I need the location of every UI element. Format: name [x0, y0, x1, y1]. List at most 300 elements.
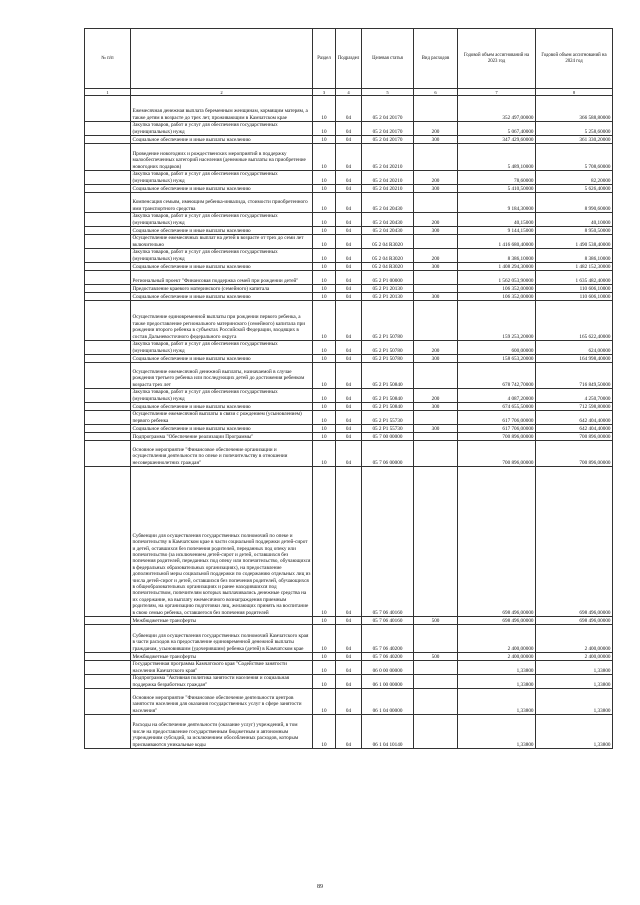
target-article-cell: 05 2 P1 55730 — [362, 411, 414, 425]
table-row — [85, 227, 613, 235]
header-2024: Годовой объем ассигнований на 2024 год — [536, 29, 613, 89]
podrazdel-cell: 04 — [336, 467, 362, 617]
table-row — [85, 285, 613, 293]
item-name: Социальное обеспечение и иные выплаты населению — [131, 403, 313, 411]
num-cell — [85, 661, 131, 675]
podrazdel-cell: 04 — [336, 625, 362, 653]
razdel-cell: 10 — [313, 675, 336, 689]
target-article-cell: 05 2 04 R3020 — [362, 263, 414, 271]
table-row — [85, 301, 613, 341]
col-index: 6 — [414, 89, 458, 96]
table-row — [85, 433, 613, 441]
table-row — [85, 625, 613, 653]
podrazdel-cell: 04 — [336, 653, 362, 661]
expense-type-cell — [414, 661, 458, 675]
num-cell — [85, 341, 131, 355]
table-header-row — [85, 29, 613, 89]
col-index: 4 — [336, 89, 362, 96]
amount-2023-cell: 106 352,00000 — [458, 285, 536, 293]
amount-2023-cell: 674 655,50000 — [458, 403, 536, 411]
expense-type-cell: 500 — [414, 617, 458, 625]
podrazdel-cell: 04 — [336, 425, 362, 433]
razdel-cell: 10 — [313, 625, 336, 653]
num-cell — [85, 263, 131, 271]
expense-type-cell — [414, 715, 458, 749]
amount-2024-cell: 698 496,00000 — [536, 467, 613, 617]
amount-2023-cell: 106 352,00000 — [458, 293, 536, 301]
item-name: Закупка товаров, работ и услуг для обеспечения государственных (муниципальных) нужд — [131, 122, 313, 136]
table-row — [85, 249, 613, 263]
podrazdel-cell: 04 — [336, 144, 362, 171]
item-name: Предоставление краевого материнского (семейного) капитала — [131, 285, 313, 293]
amount-2023-cell: 1,33800 — [458, 715, 536, 749]
podrazdel-cell: 04 — [336, 403, 362, 411]
amount-2024-cell: 5 626,40000 — [536, 185, 613, 193]
expense-type-cell: 200 — [414, 122, 458, 136]
amount-2024-cell: 5 258,60000 — [536, 122, 613, 136]
table-row — [85, 171, 613, 185]
amount-2023-cell: 158 653,20000 — [458, 355, 536, 363]
column-index-row — [85, 89, 613, 96]
amount-2023-cell: 2 400,00000 — [458, 625, 536, 653]
amount-2024-cell: 40,10000 — [536, 213, 613, 227]
razdel-cell: 10 — [313, 96, 336, 122]
razdel-cell: 10 — [313, 249, 336, 263]
item-name: Межбюджетные трансферты — [131, 617, 313, 625]
podrazdel-cell: 04 — [336, 441, 362, 467]
table-row — [85, 341, 613, 355]
podrazdel-cell: 04 — [336, 122, 362, 136]
amount-2024-cell: 1,33800 — [536, 661, 613, 675]
target-article-cell: 06 1 00 00000 — [362, 675, 414, 689]
target-article-cell: 06 0 00 00000 — [362, 661, 414, 675]
amount-2024-cell: 712 598,80000 — [536, 403, 613, 411]
item-name: Осуществление единовременной выплаты при рождении первого ребенка, а также предоставление регионального материнского (семейного) капитала при рождении второго ребенка в субъектах Российской Федерации, входящих в состав Дальневосточного федерального округа — [131, 301, 313, 341]
header-vid: Вид расходов — [414, 29, 458, 89]
table-row — [85, 675, 613, 689]
col-index: 7 — [458, 89, 536, 96]
item-name: Субвенции для осуществления государственных полномочий по опеке и попечительству в Камчатском крае в части социальной поддержки детей-сирот и детей, оставшихся без попечения родителей, переданных под опеку или попечительство (за исключением детей-сирот и детей, оставшихся без попечения родителей, переданных под опеку или попечительство, обучающихся в федеральных образовательных организациях), на предоставление дополнительной меры социальной поддержки по содержанию отдельных лиц из числа детей-сирот и детей, оставшихся без попечения родителей, обучающихся в общеобразовательных организациях и ранее находившихся под попечительством, попечителям которых выплачивались денежные средства на их содержание, на выплату ежемесячного вознаграждения приемным родителям, на организацию подготовки лиц, желающих принять на воспитание в свою семью ребенка, оставшегося без попечения родителей — [131, 467, 313, 617]
razdel-cell: 10 — [313, 363, 336, 389]
table-row — [85, 355, 613, 363]
podrazdel-cell: 04 — [336, 433, 362, 441]
target-article-cell: 05 2 04 20430 — [362, 227, 414, 235]
podrazdel-cell: 04 — [336, 411, 362, 425]
target-article-cell: 05 2 04 20170 — [362, 122, 414, 136]
item-name: Осуществление ежемесячной денежной выплаты, назначаемой в случае рождения третьего ребенка или последующих детей до достижения ребенком возраста трех лет — [131, 363, 313, 389]
amount-2023-cell: 698 496,00000 — [458, 617, 536, 625]
expense-type-cell — [414, 441, 458, 467]
razdel-cell: 10 — [313, 355, 336, 363]
expense-type-cell: 200 — [414, 341, 458, 355]
razdel-cell: 10 — [313, 171, 336, 185]
razdel-cell: 10 — [313, 235, 336, 249]
table-row — [85, 185, 613, 193]
item-name: Подпрограмма "Обеспечение реализации Программы" — [131, 433, 313, 441]
item-name: Социальное обеспечение и иные выплаты населению — [131, 293, 313, 301]
amount-2023-cell: 617 706,00000 — [458, 411, 536, 425]
num-cell — [85, 136, 131, 144]
razdel-cell: 10 — [313, 389, 336, 403]
item-name: Социальное обеспечение и иные выплаты населению — [131, 136, 313, 144]
item-name: Закупка товаров, работ и услуг для обеспечения государственных (муниципальных) нужд — [131, 341, 313, 355]
item-name: Социальное обеспечение и иные выплаты населению — [131, 185, 313, 193]
amount-2023-cell: 2 400,00000 — [458, 653, 536, 661]
amount-2023-cell: 1 562 053,90000 — [458, 271, 536, 285]
amount-2024-cell: 1 635 482,40000 — [536, 271, 613, 285]
target-article-cell: 05 2 P1 50840 — [362, 363, 414, 389]
podrazdel-cell: 04 — [336, 227, 362, 235]
target-article-cell: 05 2 P1 50840 — [362, 389, 414, 403]
target-article-cell: 05 7 06 40160 — [362, 467, 414, 617]
budget-table — [84, 28, 613, 749]
header-razdel: Раздел — [313, 29, 336, 89]
num-cell — [85, 213, 131, 227]
expense-type-cell — [414, 301, 458, 341]
expense-type-cell — [414, 235, 458, 249]
amount-2023-cell: 347 429,60000 — [458, 136, 536, 144]
table-row — [85, 467, 613, 617]
razdel-cell: 10 — [313, 185, 336, 193]
expense-type-cell: 300 — [414, 355, 458, 363]
item-name: Проведение новогодних и рождественских мероприятий в поддержку малообеспеченных категорий населения (денежные выплаты на приобретение новогодних подарков) — [131, 144, 313, 171]
podrazdel-cell: 04 — [336, 136, 362, 144]
target-article-cell: 05 2 04 R3020 — [362, 235, 414, 249]
num-cell — [85, 653, 131, 661]
expense-type-cell — [414, 675, 458, 689]
target-article-cell: 05 7 00 00000 — [362, 433, 414, 441]
table-row — [85, 271, 613, 285]
amount-2024-cell: 8 950,50000 — [536, 227, 613, 235]
item-name: Основное мероприятие "Финансовое обеспечение организации и осуществления деятельности по опеке и попечительству в отношении несовершеннолетних граждан" — [131, 441, 313, 467]
header-name — [131, 29, 313, 89]
expense-type-cell — [414, 411, 458, 425]
num-cell — [85, 301, 131, 341]
amount-2023-cell: 1 408 294,30000 — [458, 263, 536, 271]
amount-2023-cell: 5 067,40000 — [458, 122, 536, 136]
podrazdel-cell: 04 — [336, 249, 362, 263]
num-cell — [85, 227, 131, 235]
razdel-cell: 10 — [313, 411, 336, 425]
razdel-cell: 10 — [313, 293, 336, 301]
table-row — [85, 96, 613, 122]
num-cell — [85, 285, 131, 293]
expense-type-cell: 200 — [414, 389, 458, 403]
amount-2023-cell: 5 410,50000 — [458, 185, 536, 193]
amount-2024-cell: 700 896,00000 — [536, 433, 613, 441]
podrazdel-cell: 04 — [336, 96, 362, 122]
header-2023: Годовой объем ассигнований на 2023 год — [458, 29, 536, 89]
item-name: Осуществление ежемесячной выплаты в связи с рождением (усыновлением) первого ребенка — [131, 411, 313, 425]
num-cell — [85, 293, 131, 301]
amount-2024-cell: 716 849,50000 — [536, 363, 613, 389]
target-article-cell: 05 2 04 20170 — [362, 96, 414, 122]
expense-type-cell: 300 — [414, 425, 458, 433]
col-index: 3 — [313, 89, 336, 96]
amount-2024-cell: 366 588,80000 — [536, 96, 613, 122]
podrazdel-cell: 04 — [336, 213, 362, 227]
item-name: Основное мероприятие "Финансовое обеспечение деятельности центров занятости населения для оказания государственных услуг в сфере занятости населения" — [131, 689, 313, 715]
amount-2023-cell: 600,00000 — [458, 341, 536, 355]
expense-type-cell — [414, 96, 458, 122]
table-row — [85, 389, 613, 403]
razdel-cell: 10 — [313, 271, 336, 285]
target-article-cell: 05 2 04 20430 — [362, 193, 414, 213]
expense-type-cell: 200 — [414, 213, 458, 227]
podrazdel-cell: 04 — [336, 301, 362, 341]
num-cell — [85, 411, 131, 425]
razdel-cell: 10 — [313, 425, 336, 433]
amount-2023-cell: 5 489,10000 — [458, 144, 536, 171]
num-cell — [85, 144, 131, 171]
expense-type-cell: 200 — [414, 171, 458, 185]
podrazdel-cell: 04 — [336, 355, 362, 363]
num-cell — [85, 433, 131, 441]
col-index: 8 — [536, 89, 613, 96]
num-cell — [85, 715, 131, 749]
razdel-cell: 10 — [313, 301, 336, 341]
razdel-cell: 10 — [313, 467, 336, 617]
razdel-cell: 10 — [313, 144, 336, 171]
table-row — [85, 293, 613, 301]
table-row — [85, 653, 613, 661]
expense-type-cell — [414, 625, 458, 653]
amount-2024-cell: 1,33800 — [536, 715, 613, 749]
razdel-cell: 10 — [313, 689, 336, 715]
expense-type-cell: 300 — [414, 263, 458, 271]
page-number: 89 — [317, 884, 323, 890]
target-article-cell: 05 2 04 20210 — [362, 185, 414, 193]
item-name: Государственная программа Камчатского края "Содействие занятости населения Камчатского края" — [131, 661, 313, 675]
amount-2024-cell: 2 400,00000 — [536, 625, 613, 653]
razdel-cell: 10 — [313, 715, 336, 749]
item-name: Социальное обеспечение и иные выплаты населению — [131, 425, 313, 433]
item-name: Закупка товаров, работ и услуг для обеспечения государственных (муниципальных) нужд — [131, 213, 313, 227]
expense-type-cell — [414, 271, 458, 285]
razdel-cell: 10 — [313, 122, 336, 136]
expense-type-cell — [414, 467, 458, 617]
item-name: Осуществление ежемесячных выплат на детей в возрасте от трех до семи лет включительно — [131, 235, 313, 249]
num-cell — [85, 185, 131, 193]
amount-2023-cell: 8 386,10000 — [458, 249, 536, 263]
target-article-cell: 05 2 P1 20130 — [362, 285, 414, 293]
target-article-cell: 05 2 04 20210 — [362, 171, 414, 185]
podrazdel-cell: 04 — [336, 675, 362, 689]
item-name: Субвенции для осуществления государственных полномочий Камчатского края в части расходов на предоставление единовременной денежной выплаты гражданам, усыновившим (удочерившим) ребенка (детей) в Камчатском крае — [131, 625, 313, 653]
num-cell — [85, 441, 131, 467]
num-cell — [85, 271, 131, 285]
target-article-cell: 05 2 04 20210 — [362, 144, 414, 171]
amount-2024-cell: 1 482 152,30000 — [536, 263, 613, 271]
razdel-cell: 10 — [313, 617, 336, 625]
amount-2023-cell: 700 896,00000 — [458, 433, 536, 441]
razdel-cell: 10 — [313, 653, 336, 661]
num-cell — [85, 249, 131, 263]
amount-2023-cell: 678 742,70000 — [458, 363, 536, 389]
amount-2024-cell: 1 490 538,40000 — [536, 235, 613, 249]
podrazdel-cell: 04 — [336, 715, 362, 749]
amount-2024-cell: 82,20000 — [536, 171, 613, 185]
amount-2023-cell: 352 497,00000 — [458, 96, 536, 122]
podrazdel-cell: 04 — [336, 171, 362, 185]
amount-2024-cell: 2 400,00000 — [536, 653, 613, 661]
expense-type-cell: 200 — [414, 249, 458, 263]
table-row — [85, 403, 613, 411]
num-cell — [85, 171, 131, 185]
podrazdel-cell: 04 — [336, 293, 362, 301]
amount-2023-cell: 698 496,00000 — [458, 467, 536, 617]
amount-2024-cell: 5 708,60000 — [536, 144, 613, 171]
podrazdel-cell: 04 — [336, 617, 362, 625]
num-cell — [85, 467, 131, 617]
num-cell — [85, 122, 131, 136]
amount-2024-cell: 624,00000 — [536, 341, 613, 355]
target-article-cell: 05 2 P1 50780 — [362, 355, 414, 363]
table-row — [85, 136, 613, 144]
table-row — [85, 235, 613, 249]
table-row — [85, 715, 613, 749]
item-name: Закупка товаров, работ и услуг для обеспечения государственных (муниципальных) нужд — [131, 389, 313, 403]
amount-2023-cell: 1,33800 — [458, 661, 536, 675]
table-row — [85, 617, 613, 625]
target-article-cell: 05 7 06 40200 — [362, 653, 414, 661]
table-row — [85, 263, 613, 271]
podrazdel-cell: 04 — [336, 363, 362, 389]
amount-2023-cell: 1,33800 — [458, 675, 536, 689]
num-cell — [85, 689, 131, 715]
num-cell — [85, 363, 131, 389]
razdel-cell: 10 — [313, 213, 336, 227]
amount-2024-cell: 4 250,70000 — [536, 389, 613, 403]
amount-2023-cell: 40,15000 — [458, 213, 536, 227]
amount-2024-cell: 8 386,10000 — [536, 249, 613, 263]
amount-2024-cell: 164 998,40000 — [536, 355, 613, 363]
amount-2024-cell: 642 404,40000 — [536, 425, 613, 433]
target-article-cell: 05 2 04 20430 — [362, 213, 414, 227]
podrazdel-cell: 04 — [336, 263, 362, 271]
razdel-cell: 10 — [313, 441, 336, 467]
target-article-cell: 06 1 04 00000 — [362, 689, 414, 715]
expense-type-cell: 300 — [414, 293, 458, 301]
table-body — [85, 96, 613, 749]
target-article-cell: 05 2 04 20170 — [362, 136, 414, 144]
table-row — [85, 441, 613, 467]
expense-type-cell: 500 — [414, 653, 458, 661]
razdel-cell: 10 — [313, 227, 336, 235]
header-target: Целевая статья — [362, 29, 414, 89]
table-row — [85, 363, 613, 389]
num-cell — [85, 235, 131, 249]
item-name: Расходы на обеспечение деятельности (оказание услуг) учреждений, в том числе на предоставление государственным бюджетным и автономным учреждениям субсидий, за исключением обособленных расходов, которым присваиваются уникальные коды — [131, 715, 313, 749]
amount-2023-cell: 4 087,20000 — [458, 389, 536, 403]
amount-2023-cell: 9 184,30000 — [458, 193, 536, 213]
target-article-cell: 05 2 04 R3020 — [362, 249, 414, 263]
target-article-cell: 05 7 06 40160 — [362, 617, 414, 625]
podrazdel-cell: 04 — [336, 271, 362, 285]
table-row — [85, 193, 613, 213]
item-name: Подпрограмма "Активная политика занятости населения и социальная поддержка безработных граждан" — [131, 675, 313, 689]
amount-2024-cell: 1,33800 — [536, 675, 613, 689]
num-cell — [85, 389, 131, 403]
col-index: 1 — [85, 89, 131, 96]
col-index: 2 — [131, 89, 313, 96]
amount-2023-cell: 700 896,00000 — [458, 441, 536, 467]
budget-sheet — [84, 28, 612, 749]
item-name: Компенсация семьям, имеющим ребенка-инвалида, стоимости приобретенного ими транспортного средства — [131, 193, 313, 213]
num-cell — [85, 675, 131, 689]
num-cell — [85, 617, 131, 625]
podrazdel-cell: 04 — [336, 661, 362, 675]
header-num: № п/п — [85, 29, 131, 89]
amount-2024-cell: 642 404,40000 — [536, 411, 613, 425]
item-name: Социальное обеспечение и иные выплаты населению — [131, 227, 313, 235]
target-article-cell: 05 2 P1 20130 — [362, 293, 414, 301]
podrazdel-cell: 04 — [336, 235, 362, 249]
target-article-cell: 05 2 P1 50780 — [362, 341, 414, 355]
item-name: Ежемесячная денежная выплата беременным женщинам, кормящим матерям, а также детям в возрасте до трех лет, проживающим в Камчатском крае — [131, 96, 313, 122]
razdel-cell: 10 — [313, 403, 336, 411]
expense-type-cell — [414, 433, 458, 441]
amount-2024-cell: 110 606,10000 — [536, 285, 613, 293]
num-cell — [85, 96, 131, 122]
expense-type-cell — [414, 285, 458, 293]
table-row — [85, 213, 613, 227]
item-name: Закупка товаров, работ и услуг для обеспечения государственных (муниципальных) нужд — [131, 171, 313, 185]
amount-2024-cell: 110 606,10000 — [536, 293, 613, 301]
target-article-cell: 06 1 04 10140 — [362, 715, 414, 749]
table-row — [85, 661, 613, 675]
table-row — [85, 425, 613, 433]
razdel-cell: 10 — [313, 433, 336, 441]
target-article-cell: 05 2 P1 00000 — [362, 271, 414, 285]
expense-type-cell: 300 — [414, 227, 458, 235]
item-name: Региональный проект "Финансовая поддержка семей при рождении детей" — [131, 271, 313, 285]
target-article-cell: 05 7 06 00000 — [362, 441, 414, 467]
expense-type-cell: 300 — [414, 185, 458, 193]
razdel-cell: 10 — [313, 263, 336, 271]
col-index: 5 — [362, 89, 414, 96]
amount-2023-cell: 9 144,15000 — [458, 227, 536, 235]
podrazdel-cell: 04 — [336, 185, 362, 193]
table-row — [85, 411, 613, 425]
amount-2024-cell: 1,33800 — [536, 689, 613, 715]
num-cell — [85, 625, 131, 653]
expense-type-cell: 300 — [414, 136, 458, 144]
num-cell — [85, 355, 131, 363]
razdel-cell: 10 — [313, 661, 336, 675]
razdel-cell: 10 — [313, 193, 336, 213]
amount-2024-cell: 165 622,40000 — [536, 301, 613, 341]
expense-type-cell — [414, 363, 458, 389]
num-cell — [85, 193, 131, 213]
amount-2023-cell: 159 253,20000 — [458, 301, 536, 341]
item-name: Социальное обеспечение и иные выплаты населению — [131, 263, 313, 271]
expense-type-cell — [414, 193, 458, 213]
header-podrazdel: Подраздел — [336, 29, 362, 89]
table-row — [85, 122, 613, 136]
target-article-cell: 05 2 P1 50780 — [362, 301, 414, 341]
expense-type-cell — [414, 144, 458, 171]
razdel-cell: 10 — [313, 136, 336, 144]
expense-type-cell — [414, 689, 458, 715]
expense-type-cell: 300 — [414, 403, 458, 411]
item-name: Межбюджетные трансферты — [131, 653, 313, 661]
amount-2023-cell: 78,60000 — [458, 171, 536, 185]
table-row — [85, 689, 613, 715]
amount-2023-cell: 1,33800 — [458, 689, 536, 715]
item-name: Закупка товаров, работ и услуг для обеспечения государственных (муниципальных) нужд — [131, 249, 313, 263]
podrazdel-cell: 04 — [336, 285, 362, 293]
